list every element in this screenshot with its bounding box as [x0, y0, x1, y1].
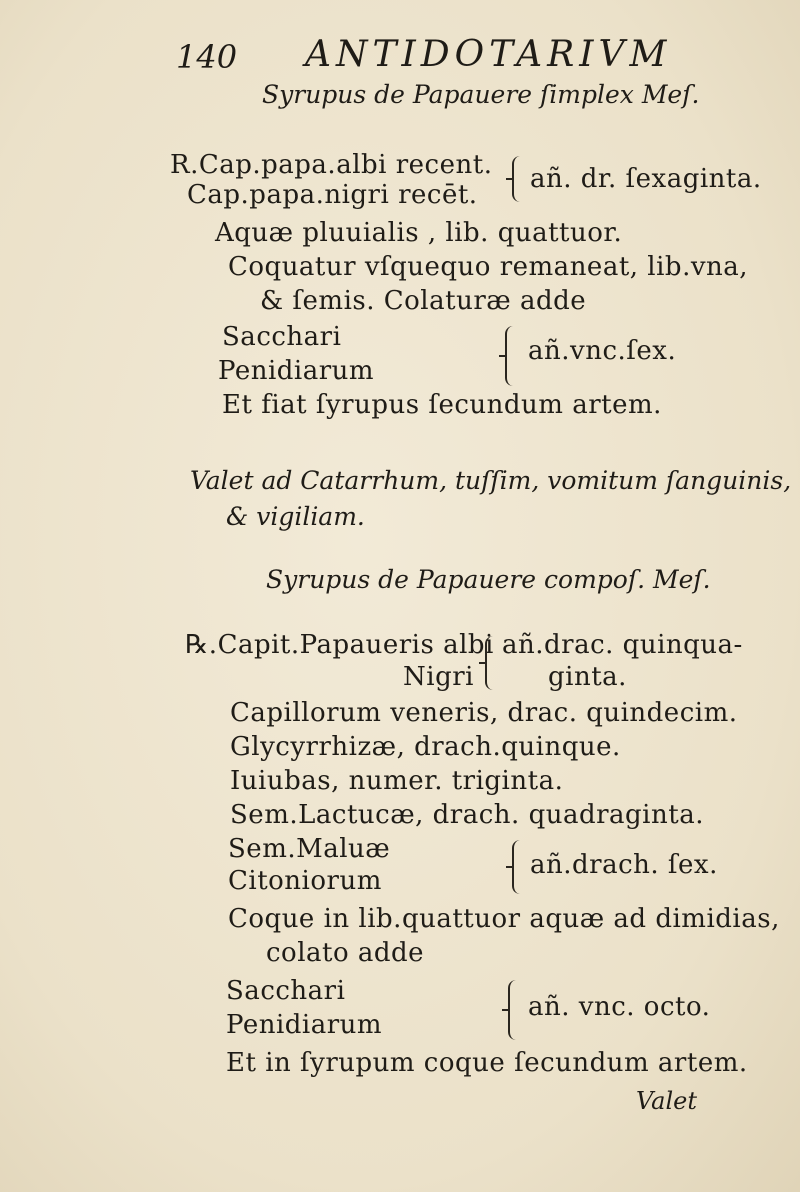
recipe1-line4: Coquatur vſquequo remaneat, lib.vna, [228, 252, 749, 282]
recipe2-line13: Et in ſyrupum coque ſecundum artem. [226, 1048, 748, 1078]
recipe2-title: Syrupus de Papauere compoſ. Meſ. [266, 565, 711, 594]
recipe2-brace-2 [512, 840, 522, 894]
recipe1-line6: Sacchari [222, 322, 342, 352]
recipe2-line7: Sem.Maluæ [228, 834, 391, 864]
catchword: Valet [636, 1087, 697, 1115]
recipe2-line1: ℞.Capit.Papaueris albi [185, 630, 494, 660]
recipe2-brace-1 [485, 636, 495, 690]
recipe1-brace-2 [505, 326, 515, 386]
recipe1-line2: Cap.papa.nigri recēt. [187, 180, 478, 210]
recipe1-brace1-text: añ. dr. ſexaginta. [530, 164, 762, 194]
recipe2-line5: Iuiubas, numer. triginta. [230, 766, 564, 796]
recipe2-brace1-text-a: añ.drac. quinqua- [502, 630, 743, 660]
usage-line1: Valet ad Catarrhum, tuſſim, vomitum ſanguinis, [190, 466, 792, 495]
recipe2-line6: Sem.Lactucæ, drach. quadraginta. [230, 800, 704, 830]
recipe2-line9: Coque in lib.quattuor aquæ ad dimidias, [228, 904, 780, 934]
recipe2-line12: Penidiarum [226, 1010, 383, 1040]
page-number: 140 [176, 38, 238, 76]
recipe1-line8: Et fiat ſyrupus ſecundum artem. [222, 390, 662, 420]
recipe2-brace-3 [508, 980, 518, 1040]
recipe1-line3: Aquæ pluuialis , lib. quattuor. [215, 218, 623, 248]
recipe2-line4: Glycyrrhizæ, drach.quinque. [230, 732, 621, 762]
recipe2-brace3-text: añ. vnc. octo. [528, 992, 711, 1022]
recipe1-line7: Penidiarum [218, 356, 375, 386]
recipe2-line8: Citoniorum [228, 866, 382, 896]
recipe2-brace1-text-b: ginta. [548, 662, 627, 692]
recipe1-title: Syrupus de Papauere ſimplex Meſ. [262, 80, 700, 109]
recipe1-brace2-text: añ.vnc.ſex. [528, 336, 677, 366]
usage-line2: & vigiliam. [226, 502, 365, 531]
recipe1-line5: & ſemis. Colaturæ adde [260, 286, 587, 316]
recipe2-brace2-text: añ.drach. ſex. [530, 850, 718, 880]
running-title: ANTIDOTARIVM [305, 34, 672, 75]
recipe2-line2: Nigri [403, 662, 474, 692]
recipe1-line1: R.Cap.papa.albi recent. [170, 150, 493, 180]
recipe2-line3: Capillorum veneris, drac. quindecim. [230, 698, 738, 728]
recipe2-line11: Sacchari [226, 976, 346, 1006]
recipe2-line10: colato adde [266, 938, 425, 968]
recipe1-brace-1 [512, 156, 522, 202]
